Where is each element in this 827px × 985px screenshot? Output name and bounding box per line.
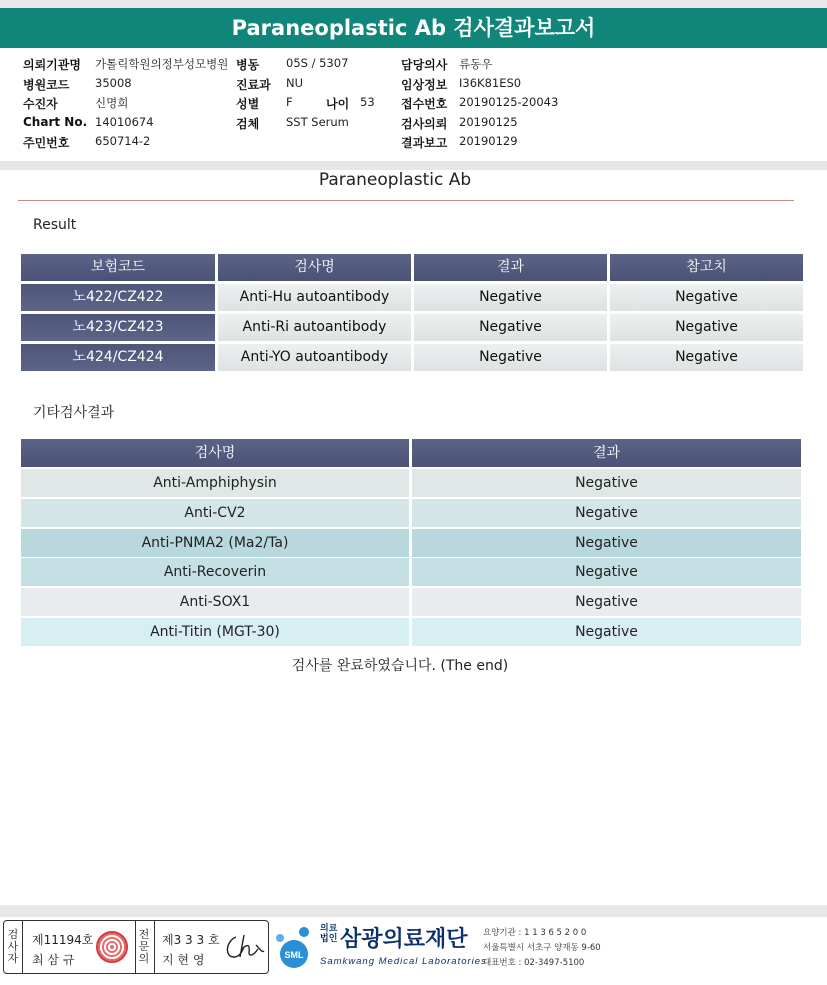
- logo-korean: 삼광의료재단: [340, 927, 468, 952]
- table-row-result: Negative: [414, 314, 607, 341]
- logo-english: Samkwang Medical Laboratories: [320, 956, 487, 967]
- examiner-side-2: 사: [7, 940, 19, 953]
- age-value: 53: [360, 95, 375, 109]
- signature-box: [3, 920, 269, 974]
- table-row-ref: Negative: [610, 314, 803, 341]
- examiner-side-3: 자: [7, 952, 19, 965]
- resident-label: 주민번호: [23, 136, 70, 150]
- table-row-ref: Negative: [610, 284, 803, 311]
- institution-label: 의뢰기관명: [23, 58, 81, 72]
- specialist-side-3: 의: [138, 952, 150, 965]
- request-value: 20190125: [459, 115, 518, 129]
- end-text: 검사를 완료하였습니다. (The end): [291, 658, 509, 674]
- specimen-value: SST Serum: [286, 115, 349, 129]
- clinical-label: 임상정보: [401, 78, 448, 92]
- table-row-result: Negative: [412, 529, 801, 557]
- report-label: 결과보고: [401, 136, 448, 150]
- table-row-result: Negative: [414, 344, 607, 371]
- result-header-code: 보험코드: [21, 254, 215, 281]
- doctor-label: 담당의사: [401, 58, 448, 72]
- examinee-label: 수진자: [23, 97, 58, 111]
- top-margin: [0, 0, 827, 8]
- chart-value: 14010674: [95, 115, 154, 129]
- result-header-test: 검사명: [218, 254, 411, 281]
- separator: [0, 161, 827, 170]
- request-label: 검사의뢰: [401, 117, 448, 131]
- report-value: 20190129: [459, 134, 518, 148]
- signature-scribble: [222, 931, 266, 963]
- dept-value: NU: [286, 76, 304, 90]
- table-row-result: Negative: [412, 588, 801, 616]
- report-title: Paraneoplastic Ab 검사결과보고서: [0, 8, 827, 48]
- logo-mark-text: SML: [284, 950, 304, 960]
- doctor-value: 류동우: [459, 57, 493, 71]
- table-row-result: Negative: [412, 469, 801, 497]
- table-row-test: Anti-Ri autoantibody: [218, 314, 411, 341]
- receipt-value: 20190125-20043: [459, 95, 559, 109]
- table-row-ref: Negative: [610, 344, 803, 371]
- section-title: Paraneoplastic Ab: [318, 170, 472, 190]
- clinical-value: I36K81ES0: [459, 76, 522, 90]
- sex-value: F: [286, 95, 293, 109]
- bottom-margin: [0, 905, 827, 917]
- table-row-code: 노422/CZ422: [21, 284, 215, 311]
- chart-label: Chart No.: [23, 115, 88, 129]
- table-row-test: Anti-Titin (MGT-30): [21, 618, 409, 646]
- table-row-test: Anti-YO autoantibody: [218, 344, 411, 371]
- table-row-code: 노423/CZ423: [21, 314, 215, 341]
- hospital-code-label: 병원코드: [23, 78, 70, 92]
- table-row-test: Anti-Recoverin: [21, 558, 409, 586]
- hospital-code-value: 35008: [95, 76, 132, 90]
- table-row-test: Anti-SOX1: [21, 588, 409, 616]
- result-header-result: 결과: [414, 254, 607, 281]
- examiner-name: 최 삼 규: [32, 953, 75, 967]
- specialist-side-1: 전: [138, 928, 150, 941]
- specialist-side-2: 문: [138, 940, 150, 953]
- address-line-1: 요양기관 : 1 1 3 6 5 2 0 0: [483, 928, 587, 938]
- table-row-test: Anti-CV2: [21, 499, 409, 527]
- dept-label: 진료과: [236, 78, 271, 92]
- patient-info: [0, 50, 827, 162]
- other-header-test: 검사명: [21, 439, 409, 467]
- examiner-number: 제11194호: [32, 933, 94, 947]
- table-row-test: Anti-Hu autoantibody: [218, 284, 411, 311]
- table-row-code: 노424/CZ424: [21, 344, 215, 371]
- specialist-name: 지 현 영: [162, 953, 205, 967]
- address-line-3: 대표번호 : 02-3497-5100: [483, 958, 585, 968]
- specialist-number: 제3 3 3 호: [162, 933, 220, 947]
- ward-value: 05S / 5307: [286, 56, 349, 70]
- result-label: Result: [33, 217, 77, 233]
- address-line-2: 서울특별시 서초구 양재동 9-60: [483, 943, 601, 953]
- other-header-result: 결과: [412, 439, 801, 467]
- table-row-result: Negative: [412, 558, 801, 586]
- seal-stamp: [96, 931, 128, 963]
- sex-label: 성별: [236, 97, 260, 111]
- receipt-label: 접수번호: [401, 97, 448, 111]
- other-results-label: 기타검사결과: [33, 405, 115, 421]
- table-row-test: Anti-Amphiphysin: [21, 469, 409, 497]
- specimen-label: 검체: [236, 117, 260, 131]
- examinee-value: 신명희: [95, 96, 129, 110]
- address-block: [483, 926, 601, 971]
- table-row-result: Negative: [412, 499, 801, 527]
- sml-logo-icon: [272, 924, 316, 970]
- table-row-result: Negative: [414, 284, 607, 311]
- examiner-side-1: 검: [7, 928, 19, 941]
- result-header-ref: 참고치: [610, 254, 803, 281]
- table-row-test: Anti-PNMA2 (Ma2/Ta): [21, 529, 409, 557]
- institution-value: 가톨릭학원의정부성모병원: [95, 57, 229, 71]
- table-row-result: Negative: [412, 618, 801, 646]
- ward-label: 병동: [236, 58, 260, 72]
- logo-small-text: 의료법인: [320, 924, 338, 944]
- age-label: 나이: [326, 97, 350, 111]
- resident-value: 650714-2: [95, 134, 151, 148]
- divider: [18, 200, 794, 201]
